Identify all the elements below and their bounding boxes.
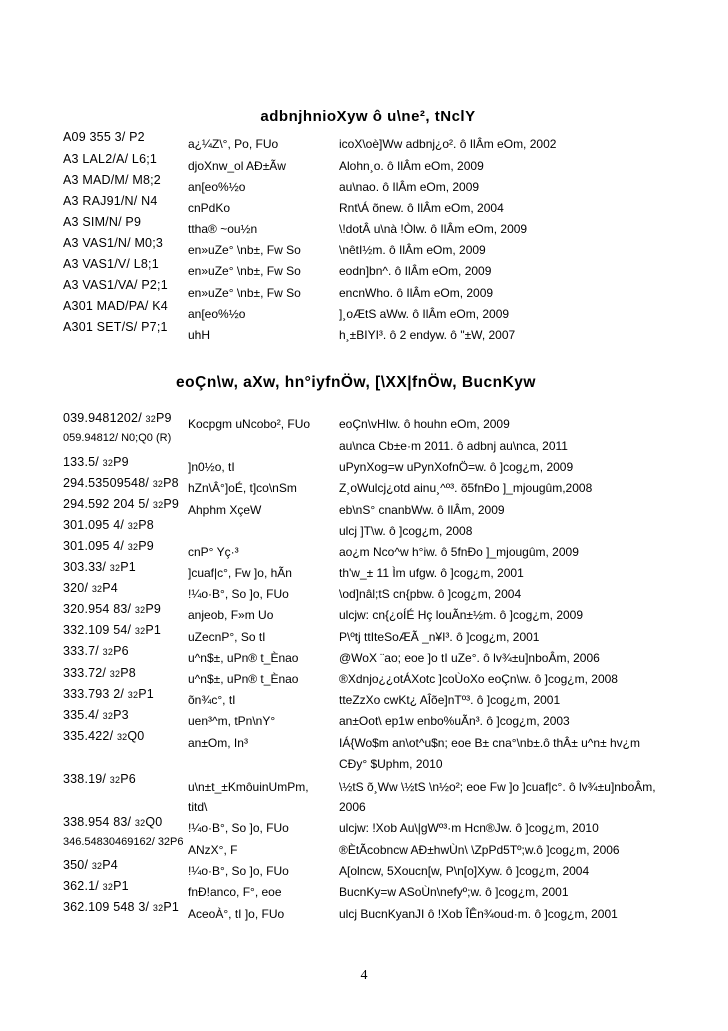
classification-code (63, 581, 118, 595)
author-name: cnP° Yç·³ (188, 545, 239, 559)
code-tail: P6 (120, 772, 136, 786)
author-name: an±Om, In³ (188, 736, 248, 750)
code-sub: 32 (102, 458, 114, 468)
author-name: ANzX°, F (188, 843, 238, 857)
code-tail: P8 (120, 666, 136, 680)
classification-code: A3 RAJ91/N/ N4 (63, 194, 158, 208)
author-name: uhH (188, 328, 211, 342)
code-sub: 32 (127, 521, 139, 531)
classification-code (63, 623, 161, 637)
code-main: 333.7/ (63, 644, 103, 658)
classification-code: A3 LAL2/A/ L6;1 (63, 152, 158, 166)
author-name: Kocpgm uNcobo², FUo (188, 417, 311, 431)
bibliographic-entry: ulcj BucnKyanJI ô !Xob ÎÊn¾oud·m. ô ]cog¿m, 2001 (339, 907, 618, 921)
bibliographic-entry: au\nao. ô IlÂm eOm, 2009 (339, 180, 480, 194)
code-tail: P1 (120, 560, 136, 574)
code-tail: P8 (138, 518, 154, 532)
classification-code (63, 644, 129, 658)
classification-code: A3 VAS1/V/ L8;1 (63, 257, 159, 271)
bibliographic-entry: ulcjw: !Xob Au\|gWº³·m Hcn®Jw. ô ]cog¿m, 2010 (339, 821, 599, 835)
code-tail: P1 (145, 623, 162, 637)
code-main: 338.954 83/ (63, 815, 135, 829)
bibliographic-entry: A[olncw, 5Xoucn[w, P\n[o]Xyw. ô ]cog¿m, 2004 (339, 864, 590, 878)
bibliographic-entry: au\nca Cb±e·m 2011. ô adbnj au\nca, 2011 (339, 439, 568, 453)
author-name: !¼o·B°, So ]o, FUo (188, 864, 289, 878)
classification-code (63, 539, 154, 553)
code-main: 350/ (63, 858, 92, 872)
code-tail: P1 (163, 900, 180, 914)
author-name: !¼o·B°, So ]o, FUo (188, 587, 289, 601)
classification-code: A3 VAS1/VA/ P2;1 (63, 278, 168, 292)
bibliographic-entry: tteZzXo cwKt¿ AÎõe]nTº³. ô ]cog¿m, 2001 (339, 693, 561, 707)
author-name: ttha® ~ou½n (188, 222, 258, 236)
author-name: an[eo%½o (188, 307, 246, 321)
bibliographic-entry: ®ÈtÃcobncw AÐ±hwÙn\ \ZpPd5Tº;w.ô ]cog¿m, 2006 (339, 843, 620, 857)
classification-code (63, 476, 179, 490)
code-sub: 32 (127, 690, 139, 700)
bibliographic-entry: h¸±BIYI³. ô 2 endyw. ô "±W, 2007 (339, 328, 516, 342)
code-sub: 32 (102, 647, 114, 657)
code-sub: 32 (134, 818, 146, 828)
code-sub: 32 (152, 500, 164, 510)
code-main: 335.422/ (63, 729, 117, 743)
classification-code (63, 772, 136, 786)
code-tail: Q0 (127, 729, 145, 743)
classification-code (63, 708, 129, 722)
code-tail: P9 (155, 411, 172, 425)
code-sub: 32 (91, 584, 103, 594)
code-sub: 32 (102, 711, 114, 721)
bibliographic-entry: ao¿m Nco^w h°iw. ô 5fnÐo ]_mjougûm, 2009 (339, 545, 579, 559)
code-sub: 32 (145, 414, 156, 424)
code-tail: P4 (102, 581, 118, 595)
code-sub: 32 (134, 626, 146, 636)
author-name: u^n$±, uPn® t_Ènao (188, 672, 299, 686)
author-name: uen³^m, tPn\nY° (188, 714, 276, 728)
author-name: ]cuaf|c°, Fw ]o, hÃn (188, 566, 292, 580)
code-tail: P3 (113, 708, 129, 722)
bibliographic-entry: Alohn¸o. ô IlÂm eOm, 2009 (339, 159, 484, 173)
bibliographic-entry: encnWho. ô IlÂm eOm, 2009 (339, 286, 494, 300)
classification-code (63, 560, 136, 574)
code-main: 335.4/ (63, 708, 103, 722)
code-tail: P6 (113, 644, 129, 658)
code-main: 333.793 2/ (63, 687, 128, 701)
author-name: õn¾c°, tI (188, 693, 236, 707)
author-name: hZn\Â°]oÉ, t]co\nSm (188, 481, 297, 495)
code-main: 301.095 4/ (63, 539, 128, 553)
author-name: an[eo%½o (188, 180, 246, 194)
bibliographic-entry: \½tS õ¸Ww \½tS \n½o²; eoe Fw ]o ]cuaf|c°. ô lv¾±u]nboÂm, (339, 780, 656, 794)
author-name: titd\ (188, 800, 208, 814)
bibliographic-entry: ulcj ]T\w. ô ]cog¿m, 2008 (339, 524, 473, 538)
bibliographic-entry: P\ºtj ttIteSoÆÃ _n¥I³. ô ]cog¿m, 2001 (339, 630, 540, 644)
bibliographic-entry: an±Oot\ ep1w enbo%uÃn³. ô ]cog¿m, 2003 (339, 714, 570, 728)
code-sub: 32 (109, 563, 121, 573)
section-title-1: adbnjhnioXyw ô u\ne², tNclY (260, 108, 476, 125)
bibliographic-entry: Rnt\Á õnew. ô IlÂm eOm, 2004 (339, 201, 504, 215)
author-name: djoXnw_ol AÐ±Ãw (188, 159, 286, 173)
bibliographic-entry: eoÇn\vHIw. ô houhn eOm, 2009 (339, 417, 510, 431)
bibliographic-entry: IÁ{Wo$m an\ot^u$n; eoe B± cna°\nb±.ô thÂ± u^n± hv¿m (339, 736, 641, 750)
code-main: 133.5/ (63, 455, 103, 469)
bibliographic-entry: eodn]bn^. ô IlÂm eOm, 2009 (339, 264, 492, 278)
classification-code (63, 455, 129, 469)
page-number: 4 (360, 968, 368, 983)
code-tail: P9 (113, 455, 129, 469)
classification-code: A301 SET/S/ P7;1 (63, 320, 168, 334)
bibliographic-entry: \nêtI½m. ô IlÂm eOm, 2009 (339, 243, 486, 257)
code-sub: 32 (127, 542, 139, 552)
code-sub: 32 (134, 605, 146, 615)
code-tail: Q0 (145, 815, 163, 829)
bibliographic-entry: uPynXog=w uPynXofnÖ=w. ô ]cog¿m, 2009 (339, 460, 574, 474)
code-sub: 32 (102, 882, 114, 892)
code-sub: 32 (109, 775, 121, 785)
classification-code (63, 858, 118, 872)
author-name: AceoÀ°, tI ]o, FUo (188, 907, 285, 921)
classification-code: A3 VAS1/N/ M0;3 (63, 236, 164, 250)
code-main: 362.109 548 3/ (63, 900, 153, 914)
code-main: 301.095 4/ (63, 518, 128, 532)
bibliographic-entry: icoX\oè]Ww adbnj¿o². ô IlÂm eOm, 2002 (339, 137, 557, 151)
classification-code (63, 432, 171, 444)
code-tail: P4 (102, 858, 118, 872)
code-main: 059.94812/ N0;Q0 (R) (63, 432, 172, 444)
code-main: 294.53509548/ (63, 476, 153, 490)
code-tail: P8 (163, 476, 179, 490)
code-sub: 32 (109, 669, 121, 679)
code-tail: P9 (138, 539, 154, 553)
author-name: u\n±t_±KmôuinUmPm, (188, 780, 309, 794)
classification-code: A09 355 3/ P2 (63, 130, 145, 144)
bibliographic-entry: \od]nâl;tS cn{pbw. ô ]cog¿m, 2004 (339, 587, 522, 601)
classification-code (63, 497, 179, 511)
author-name: cnPdKo (188, 201, 231, 215)
code-sub: 32 (152, 479, 164, 489)
code-sub: 32 (152, 903, 164, 913)
code-main: 294.592 204 5/ (63, 497, 153, 511)
code-main: 333.72/ (63, 666, 110, 680)
code-tail: P9 (145, 602, 162, 616)
code-tail: P1 (113, 879, 129, 893)
bibliographic-entry: \!dotÂ u\nà !Òlw. ô IlÂm eOm, 2009 (339, 222, 528, 236)
author-name: ]n0½o, tI (188, 460, 235, 474)
code-main: 362.1/ (63, 879, 103, 893)
bibliographic-entry: BucnKy=w ASoÙn\nefyº;w. ô ]cog¿m, 2001 (339, 885, 569, 899)
code-tail: P1 (138, 687, 154, 701)
classification-code (63, 666, 136, 680)
classification-code: A301 MAD/PA/ K4 (63, 299, 168, 313)
author-name: u^n$±, uPn® t_Ènao (188, 651, 299, 665)
bibliographic-entry: 2006 (339, 800, 366, 814)
classification-code (63, 411, 172, 425)
classification-code: A3 MAD/M/ M8;2 (63, 173, 161, 187)
classification-code (63, 815, 162, 829)
classification-code (63, 729, 144, 743)
bibliographic-entry: @WoX ¨ao; eoe ]o tI uZe°. ô lv¾±u]nboÂm, 2006 (339, 651, 600, 665)
code-main: 303.33/ (63, 560, 110, 574)
classification-code (63, 879, 129, 893)
author-name: a¿¼Z\°, Po, FUo (188, 137, 279, 151)
code-main: 332.109 54/ (63, 623, 135, 637)
classification-code: A3 SIM/N/ P9 (63, 215, 142, 229)
author-name: en»uZe° \nb±, Fw So (188, 243, 301, 257)
author-name: Ahphm XçeW (188, 503, 262, 517)
classification-code (63, 602, 161, 616)
code-main: 338.19/ (63, 772, 110, 786)
code-main: 039.9481202/ (63, 411, 146, 425)
bibliographic-entry: CÐy° $Uphm, 2010 (339, 757, 443, 771)
author-name: fnÐ!anco, F°, eoe (188, 885, 282, 899)
bibliographic-entry: th'w_± 11 Ìm ufgw. ô ]cog¿m, 2001 (339, 566, 524, 580)
bibliographic-entry: eb\nS° cnanbWw. ô IlÂm, 2009 (339, 503, 505, 517)
author-name: en»uZe° \nb±, Fw So (188, 286, 301, 300)
code-sub: 32 (116, 732, 128, 742)
bibliographic-entry: ®Xdnjo¿¿otÁXotc ]coÙoXo eoÇn\w. ô ]cog¿m, 2008 (339, 672, 618, 686)
code-main: 346.54830469162/ 32P6 (63, 836, 184, 848)
code-sub: 32 (91, 861, 103, 871)
bibliographic-entry: Z¸oWulcj¿otd ainu¸^º³. õ5fnÐo ]_mjougûm,2008 (339, 481, 593, 495)
classification-code (63, 518, 154, 532)
section-title-2: eoÇn\w, aXw, hn°iyfnÖw, [\XX|fnÖw, BucnKyw (176, 374, 536, 391)
author-name: !¼o·B°, So ]o, FUo (188, 821, 289, 835)
code-main: 320.954 83/ (63, 602, 135, 616)
author-name: anjeob, F»m Uo (188, 608, 274, 622)
code-tail: P9 (163, 497, 180, 511)
classification-code (63, 687, 154, 701)
classification-code (63, 836, 184, 848)
bibliographic-entry: ulcjw: cn{¿oÍÉ Hç louÃn±½m. ô ]cog¿m, 2009 (339, 608, 584, 622)
code-main: 320/ (63, 581, 92, 595)
classification-code (63, 900, 179, 914)
author-name: en»uZe° \nb±, Fw So (188, 264, 301, 278)
bibliographic-entry: ]¸oÆtS aWw. ô IlÂm eOm, 2009 (339, 307, 510, 321)
author-name: uZecnP°, So tI (188, 630, 266, 644)
